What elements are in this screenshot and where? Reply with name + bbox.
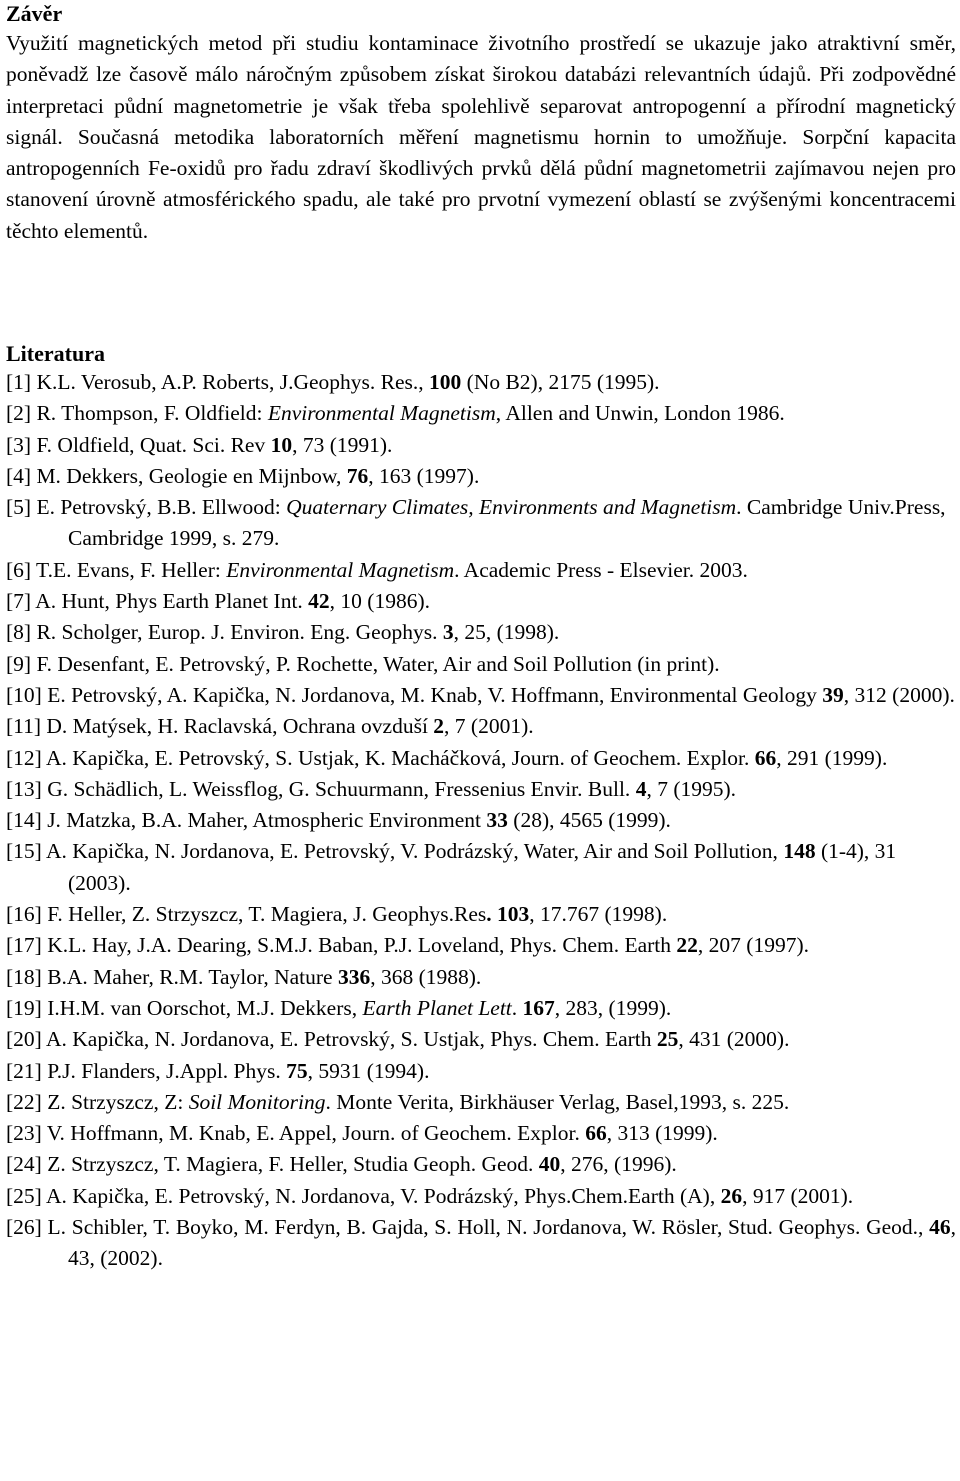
- reference-item: [6, 711, 956, 742]
- reference-text: [17] K.L. Hay, J.A. Dearing, S.M.J. Baban, P.J. Loveland, Phys. Chem. Earth: [6, 933, 677, 958]
- reference-text: 336: [337, 964, 371, 989]
- reference-text: 66: [585, 1121, 607, 1146]
- reference-text: 75: [286, 1058, 308, 1083]
- reference-item: [6, 805, 956, 836]
- conclusion-heading: Závěr: [6, 1, 63, 26]
- reference-text: 40: [538, 1152, 561, 1177]
- reference-text: [26] L. Schibler, T. Boyko, M. Ferdyn, B. Gajda, S. Holl, N. Jordanova, W. Rösler, Stud. Geophys. Geod.,: [6, 1215, 930, 1240]
- reference-text: [7] A. Hunt, Phys Earth Planet Int.: [6, 589, 309, 614]
- reference-text: [19] I.H.M. van Oorschot, M.J. Dekkers,: [6, 995, 363, 1020]
- reference-text: 26: [720, 1183, 743, 1208]
- reference-text: , 291 (1999).: [776, 745, 888, 770]
- reference-text: 42: [308, 589, 330, 614]
- reference-item: [6, 398, 956, 429]
- reference-text: 3: [442, 620, 454, 645]
- reference-list: [6, 367, 956, 1275]
- reference-text: [12] A. Kapička, E. Petrovský, S. Ustjak, K. Macháčková, Journ. of Geochem. Explor.: [6, 745, 755, 770]
- reference-item: [6, 1087, 956, 1118]
- reference-text: , 25, (1998).: [453, 620, 560, 645]
- reference-text: . Monte Verita, Birkhäuser Verlag, Basel,1993, s. 225.: [325, 1089, 790, 1114]
- reference-item: [6, 993, 956, 1024]
- reference-text: 4: [635, 776, 647, 801]
- reference-text: 2: [433, 714, 445, 739]
- reference-text: [8] R. Scholger, Europ. J. Environ. Eng. Geophys.: [6, 620, 443, 645]
- reference-text: [2] R. Thompson, F. Oldfield:: [6, 401, 268, 426]
- reference-item: [6, 649, 956, 680]
- reference-text: , 276, (1996).: [560, 1152, 677, 1177]
- reference-text: [10] E. Petrovský, A. Kapička, N. Jordanova, M. Knab, V. Hoffmann, Environmental Geology: [6, 682, 823, 707]
- reference-text: (No B2), 2175 (1995).: [461, 370, 660, 394]
- reference-text: [15] A. Kapička, N. Jordanova, E. Petrovský, V. Podrázský, Water, Air and Soil Pollution,: [6, 839, 784, 864]
- reference-item: [6, 1118, 956, 1149]
- reference-text: 148: [783, 839, 816, 864]
- reference-item: [6, 555, 956, 586]
- reference-text: [6] T.E. Evans, F. Heller:: [6, 557, 227, 582]
- reference-text: [23] V. Hoffmann, M. Knab, E. Appel, Journ. of Geochem. Explor.: [6, 1121, 586, 1146]
- reference-text: , 7 (1995).: [646, 776, 737, 801]
- literature-heading: Literatura: [6, 341, 105, 366]
- reference-text: [13] G. Schädlich, L. Weissflog, G. Schuurmann, Fressenius Envir. Bull.: [6, 776, 636, 801]
- reference-item: [6, 962, 956, 993]
- reference-text: Soil Monitoring: [188, 1089, 326, 1114]
- reference-item: [6, 617, 956, 648]
- reference-text: , 283, (1999).: [554, 995, 672, 1020]
- reference-text: , 10 (1986).: [329, 589, 430, 614]
- reference-text: , 43, (2002).: [68, 1215, 956, 1271]
- reference-item: [6, 680, 956, 711]
- reference-text: , 17.767 (1998).: [529, 902, 668, 927]
- reference-text: 22: [676, 933, 698, 958]
- reference-text: , 431 (2000).: [678, 1027, 790, 1052]
- reference-text: , 313 (1999).: [606, 1121, 718, 1146]
- reference-text: Earth Planet Lett: [362, 995, 512, 1020]
- reference-item: [6, 1149, 956, 1180]
- reference-text: , 7 (2001).: [444, 714, 534, 739]
- reference-text: (28), 4565 (1999).: [507, 808, 671, 833]
- reference-item: [6, 774, 956, 805]
- reference-text: , Allen and Unwin, London 1986.: [495, 401, 785, 426]
- reference-text: 103: [497, 902, 530, 927]
- reference-item: [6, 492, 956, 555]
- reference-item: [6, 930, 956, 961]
- conclusion-paragraph: Využití magnetických metod při studiu kontaminace životního prostředí se ukazuje jako atraktivní směr, poněvadž lze časově málo náročným způsobem získat širokou databázi relevantních údajů. Při zodpovědné interpretaci půdní magnetometrie je však třeba spolehlivě separovat antropogenní a přírodní magnetický signál. Současná metodika laboratorních měření magnetismu hornin to umožňuje. Sorpční kapacita antropogenních Fe-oxidů pro řadu zdraví škodlivých prvků dělá půdní magnetometrii zajímavou nejen pro stanovení úrovně atmosférického spadu, ale také pro prvotní vymezení oblastí se zvýšenými koncentracemi těchto elementů.: [6, 31, 956, 243]
- reference-text: [11] D. Matýsek, H. Raclavská, Ochrana ovzduší: [6, 714, 434, 739]
- reference-text: 100: [429, 370, 462, 394]
- reference-text: . Academic Press - Elsevier. 2003.: [454, 557, 748, 582]
- reference-text: , 73 (1991).: [292, 432, 393, 457]
- reference-text: , 5931 (1994).: [307, 1058, 430, 1083]
- reference-text: , 917 (2001).: [742, 1183, 854, 1208]
- reference-item: [6, 1056, 956, 1087]
- reference-text: Quaternary Climates, Environments and Magnetism: [286, 495, 737, 520]
- reference-text: , 163 (1997).: [368, 463, 480, 488]
- reference-text: [5] E. Petrovský, B.B. Ellwood:: [6, 495, 287, 520]
- reference-text: , 207 (1997).: [697, 933, 809, 958]
- reference-text: 25: [656, 1027, 679, 1052]
- reference-item: [6, 1024, 956, 1055]
- reference-text: (1-4), 31 (2003).: [68, 839, 897, 895]
- reference-text: .: [511, 995, 523, 1020]
- reference-text: Environmental Magnetism: [267, 401, 496, 426]
- reference-text: 46: [929, 1215, 951, 1240]
- reference-item: [6, 367, 956, 398]
- reference-text: 10: [270, 432, 293, 457]
- reference-item: [6, 1181, 956, 1212]
- reference-text: [24] Z. Strzyszcz, T. Magiera, F. Heller, Studia Geoph. Geod.: [6, 1152, 539, 1177]
- reference-item: [6, 586, 956, 617]
- reference-text: 33: [486, 808, 508, 833]
- reference-text: [9] F. Desenfant, E. Petrovský, P. Rochette, Water, Air and Soil Pollution (in print).: [6, 651, 720, 676]
- reference-text: [1] K.L. Verosub, A.P. Roberts, J.Geophys. Res.,: [6, 370, 430, 394]
- reference-text: 76: [346, 463, 369, 488]
- reference-item: [6, 836, 956, 899]
- reference-text: [4] M. Dekkers, Geologie en Mijnbow,: [6, 463, 347, 488]
- reference-item: [6, 461, 956, 492]
- reference-item: [6, 899, 956, 930]
- reference-text: .: [486, 902, 492, 927]
- reference-text: . Cambridge Univ.Press, Cambridge 1999, s. 279.: [68, 495, 946, 551]
- reference-item: [6, 430, 956, 461]
- reference-text: [3] F. Oldfield, Quat. Sci. Rev: [6, 432, 271, 457]
- reference-text: [14] J. Matzka, B.A. Maher, Atmospheric Environment: [6, 808, 487, 833]
- reference-text: Environmental Magnetism: [226, 557, 455, 582]
- reference-text: [25] A. Kapička, E. Petrovský, N. Jordanova, V. Podrázský, Phys.Chem.Earth (A),: [6, 1183, 721, 1208]
- reference-text: [22] Z. Strzyszcz, Z:: [6, 1089, 189, 1114]
- reference-text: [20] A. Kapička, N. Jordanova, E. Petrovský, S. Ustjak, Phys. Chem. Earth: [6, 1027, 657, 1052]
- reference-item: [6, 1212, 956, 1275]
- reference-text: , 312 (2000).: [843, 682, 955, 707]
- reference-text: [16] F. Heller, Z. Strzyszcz, T. Magiera, J. Geophys.Res: [6, 902, 487, 927]
- reference-text: [18] B.A. Maher, R.M. Taylor, Nature: [6, 964, 338, 989]
- reference-text: 66: [754, 745, 777, 770]
- reference-text: , 368 (1988).: [370, 964, 482, 989]
- reference-text: 39: [822, 682, 844, 707]
- reference-text: 167: [522, 995, 555, 1020]
- reference-item: [6, 743, 956, 774]
- reference-text: [21] P.J. Flanders, J.Appl. Phys.: [6, 1058, 287, 1083]
